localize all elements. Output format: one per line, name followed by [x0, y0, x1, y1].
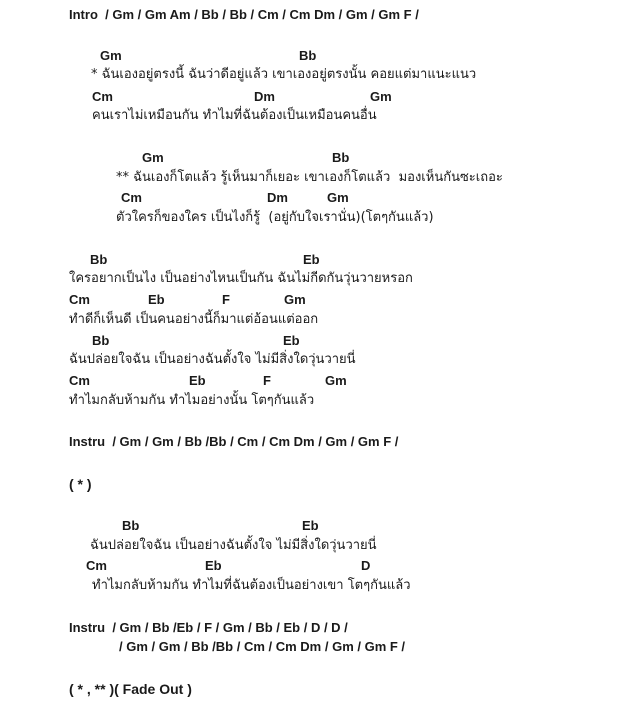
chord: Gm: [284, 292, 306, 307]
chord: Eb: [205, 558, 222, 573]
lyric-line: ทำไมกลับห้ามกัน ทำไมที่ฉันต้องเป็นอย่างเขา โตๆกันแล้ว: [92, 578, 411, 593]
chord: Bb: [332, 150, 350, 165]
chord: Bb: [122, 518, 140, 533]
instru-line: Instru / Gm / Bb /Eb / F / Gm / Bb / Eb / D / D /: [69, 620, 348, 635]
chord: F: [222, 292, 230, 307]
chord: Eb: [283, 333, 300, 348]
instru-line-continued: / Gm / Gm / Bb /Bb / Cm / Cm Dm / Gm / Gm F /: [119, 639, 406, 654]
chord: Cm: [69, 373, 90, 388]
chord: Cm: [69, 292, 90, 307]
chord: Cm: [86, 558, 107, 573]
lyric-line: ** ฉันเองก็โตแล้ว รู้เห็นมาก็เยอะ เขาเองก็โตแล้ว มองเห็นกันซะเถอะ: [116, 170, 503, 185]
chord: Gm: [327, 190, 349, 205]
chord: Cm: [121, 190, 142, 205]
outro-marker: ( * , ** )( Fade Out ): [69, 681, 192, 697]
chord: Gm: [142, 150, 164, 165]
chord: Bb: [299, 48, 317, 63]
lyric-line: * ฉันเองอยู่ตรงนี้ ฉันว่าดีอยู่แล้ว เขาเองอยู่ตรงนั้น คอยแต่มาแนะแนว: [91, 67, 477, 82]
chord: Eb: [302, 518, 319, 533]
chord: Eb: [148, 292, 165, 307]
chord: Eb: [303, 252, 320, 267]
lyric-line: ตัวใครก็ของใคร เป็นไงก็รู้ (อยู่กับใจเรานั่น)(โตๆกันแล้ว): [116, 210, 434, 225]
chord: D: [361, 558, 371, 573]
lyric-line: ฉันปล่อยใจฉัน เป็นอย่างฉันตั้งใจ ไม่มีสิ่งใดวุ่นวายนี่: [90, 538, 377, 553]
instru-line: Instru / Gm / Gm / Bb /Bb / Cm / Cm Dm / Gm / Gm F /: [69, 434, 399, 449]
chord: Dm: [254, 89, 275, 104]
chord: Gm: [100, 48, 122, 63]
chord: F: [263, 373, 271, 388]
lyric-line: ทำดีก็เห็นดี เป็นคนอย่างนี้ก็มาแต่อ้อนแต่ออก: [69, 312, 319, 327]
chord: Gm: [370, 89, 392, 104]
chord: Bb: [90, 252, 108, 267]
chord: Bb: [92, 333, 110, 348]
lyric-line: ฉันปล่อยใจฉัน เป็นอย่างฉันตั้งใจ ไม่มีสิ่งใดวุ่นวายนี่: [69, 352, 356, 367]
chord: Dm: [267, 190, 288, 205]
lyric-line: ทำไมกลับห้ามกัน ทำไมอย่างนั้น โตๆกันแล้ว: [69, 393, 315, 408]
lyric-line: ใครอยากเป็นไง เป็นอย่างไหนเป็นกัน ฉันไม่กีดกันวุ่นวายหรอก: [69, 271, 413, 286]
chord: Gm: [325, 373, 347, 388]
lyric-line: คนเราไม่เหมือนกัน ทำไมที่ฉันต้องเป็นเหมือนคนอื่น: [92, 108, 377, 123]
repeat-marker: ( * ): [69, 476, 92, 492]
intro-line: Intro / Gm / Gm Am / Bb / Bb / Cm / Cm Dm / Gm / Gm F /: [69, 7, 419, 22]
chord: Cm: [92, 89, 113, 104]
chord: Eb: [189, 373, 206, 388]
